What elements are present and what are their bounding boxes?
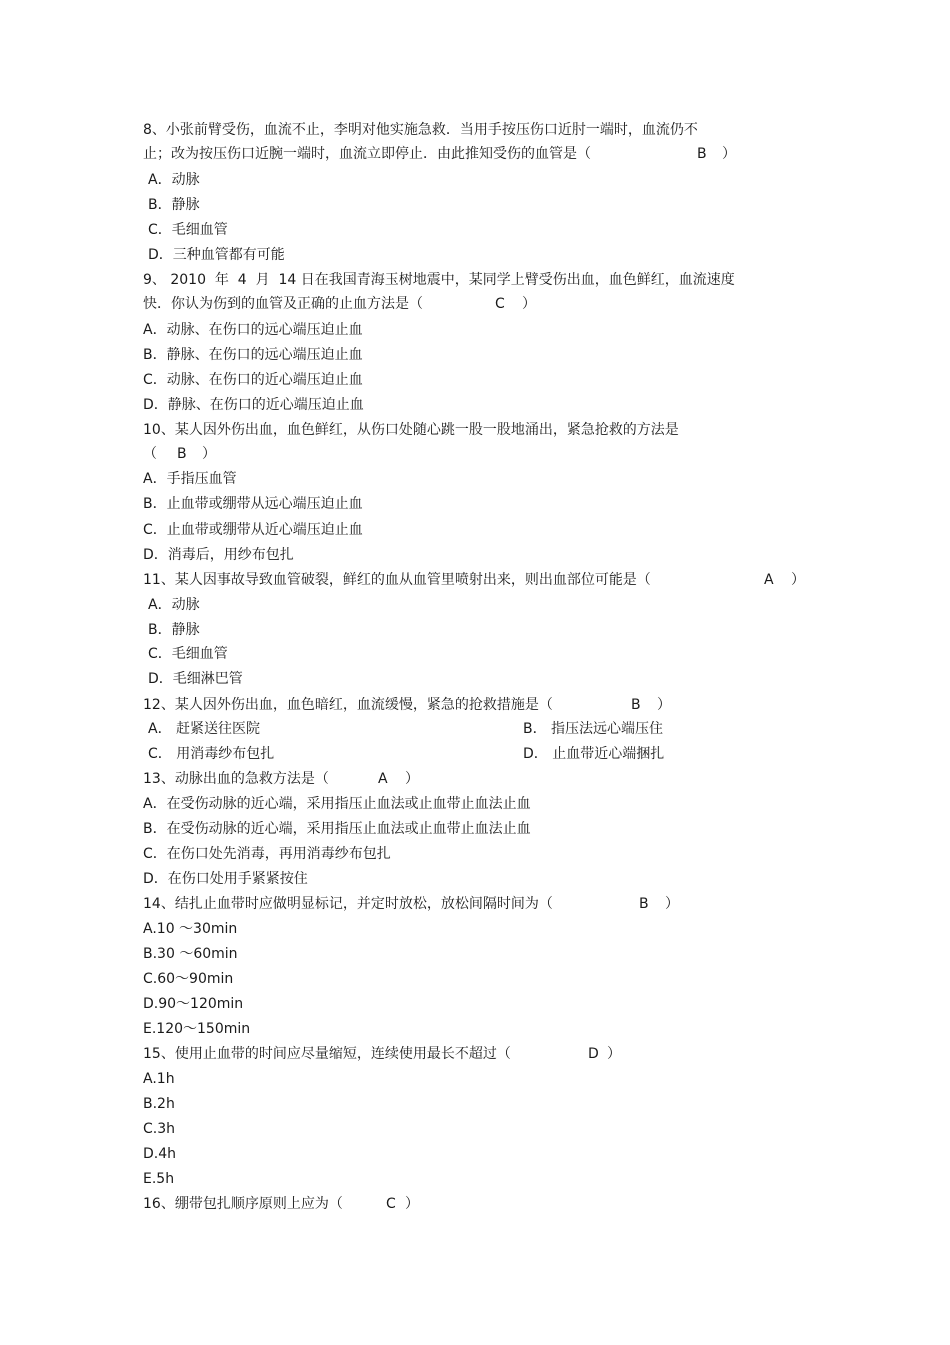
- question-8-line-2: 止；改为按压伤口近腕一端时，血流立即停止．由此推知受伤的血管是（: [143, 146, 591, 162]
- question-11-option-d: D．毛细淋巴管: [148, 671, 243, 687]
- question-11-option-c: C．毛细血管: [148, 646, 228, 662]
- question-8-close-paren: ）: [722, 146, 736, 162]
- question-12-option-c: C． 用消毒纱布包扎: [148, 746, 275, 762]
- question-9-answer: C: [495, 296, 505, 312]
- question-16-close-paren: ）: [405, 1196, 419, 1212]
- question-11-option-b: B．静脉: [148, 622, 200, 638]
- question-10-option-d: D．消毒后，用纱布包扎: [143, 547, 294, 563]
- question-16-answer: C: [386, 1196, 396, 1212]
- question-9-line-2: 快．你认为伤到的血管及正确的止血方法是（: [143, 296, 423, 312]
- question-9-option-c: C．动脉、在伤口的近心端压迫止血: [143, 372, 363, 388]
- question-10-close-paren: ）: [202, 446, 216, 462]
- question-13-option-c: C．在伤口处先消毒，再用消毒纱布包扎: [143, 846, 391, 862]
- question-12-option-b: B． 指压法远心端压住: [523, 721, 664, 737]
- question-8-answer: B: [697, 146, 707, 162]
- question-14-option-b: B.30 ～60min: [143, 946, 238, 962]
- question-10-line-1: 10、某人因外伤出血，血色鲜红，从伤口处随心跳一股一股地涌出，紧急抢救的方法是: [143, 422, 679, 438]
- question-14-line-1: 14、结扎止血带时应做明显标记，并定时放松，放松间隔时间为（: [143, 896, 553, 912]
- question-13-option-a: A．在受伤动脉的近心端，采用指压止血法或止血带止血法止血: [143, 796, 531, 812]
- question-15-option-e: E.5h: [143, 1171, 175, 1187]
- question-11-option-a: A．动脉: [148, 597, 200, 613]
- question-13-answer: A: [378, 771, 388, 787]
- question-13-option-d: D．在伤口处用手紧紧按住: [143, 871, 308, 887]
- question-12-option-d: D． 止血带近心端捆扎: [523, 746, 665, 762]
- question-15-answer: D: [588, 1046, 599, 1062]
- question-8-option-c: C．毛细血管: [148, 222, 228, 238]
- question-12-option-a: A． 赶紧送往医院: [148, 721, 261, 737]
- question-9-option-b: B．静脉、在伤口的远心端压迫止血: [143, 347, 363, 363]
- question-15-option-c: C.3h: [143, 1121, 176, 1137]
- question-9-option-a: A．动脉、在伤口的远心端压迫止血: [143, 322, 363, 338]
- question-8-option-b: B．静脉: [148, 197, 200, 213]
- question-14-option-d: D.90～120min: [143, 996, 244, 1012]
- question-12-close-paren: ）: [657, 697, 671, 713]
- question-14-option-e: E.120～150min: [143, 1021, 251, 1037]
- question-13-option-b: B．在受伤动脉的近心端，采用指压止血法或止血带止血法止血: [143, 821, 531, 837]
- question-10-option-a: A．手指压血管: [143, 471, 237, 487]
- question-9-option-d: D．静脉、在伤口的近心端压迫止血: [143, 397, 364, 413]
- question-14-close-paren: ）: [665, 896, 679, 912]
- question-8-option-a: A．动脉: [148, 172, 200, 188]
- question-16-line-1: 16、绷带包扎顺序原则上应为（: [143, 1196, 343, 1212]
- question-11-answer: A: [764, 572, 774, 588]
- question-11-close-paren: ）: [791, 572, 805, 588]
- question-12-answer: B: [631, 697, 641, 713]
- question-14-option-a: A.10 ～30min: [143, 921, 238, 937]
- question-9-close-paren: ）: [522, 296, 536, 312]
- question-15-option-b: B.2h: [143, 1096, 175, 1112]
- question-11-line-1: 11、某人因事故导致血管破裂，鲜红的血从血管里喷射出来，则出血部位可能是（: [143, 572, 651, 588]
- question-15-line-1: 15、使用止血带的时间应尽量缩短，连续使用最长不超过（: [143, 1046, 511, 1062]
- question-10-option-c: C．止血带或绷带从近心端压迫止血: [143, 522, 363, 538]
- question-15-close-paren: ）: [607, 1046, 621, 1062]
- question-10-option-b: B．止血带或绷带从远心端压迫止血: [143, 496, 363, 512]
- question-10-line-2: （: [143, 446, 157, 462]
- question-12-line-1: 12、某人因外伤出血，血色暗红，血流缓慢，紧急的抢救措施是（: [143, 697, 553, 713]
- question-14-option-c: C.60～90min: [143, 971, 234, 987]
- question-15-option-d: D.4h: [143, 1146, 177, 1162]
- question-8-option-d: D．三种血管都有可能: [148, 247, 285, 263]
- question-13-line-1: 13、动脉出血的急救方法是（: [143, 771, 329, 787]
- question-9-line-1: 9、 2010 年 4 月 14 日在我国青海玉树地震中，某同学上臂受伤出血，血色鲜红，血流速度: [143, 272, 735, 288]
- question-10-answer: B: [177, 446, 187, 462]
- question-14-answer: B: [639, 896, 649, 912]
- question-8-line-1: 8、小张前臂受伤，血流不止，李明对他实施急救．当用手按压伤口近肘一端时，血流仍不: [143, 122, 698, 138]
- question-13-close-paren: ）: [405, 771, 419, 787]
- question-15-option-a: A.1h: [143, 1071, 175, 1087]
